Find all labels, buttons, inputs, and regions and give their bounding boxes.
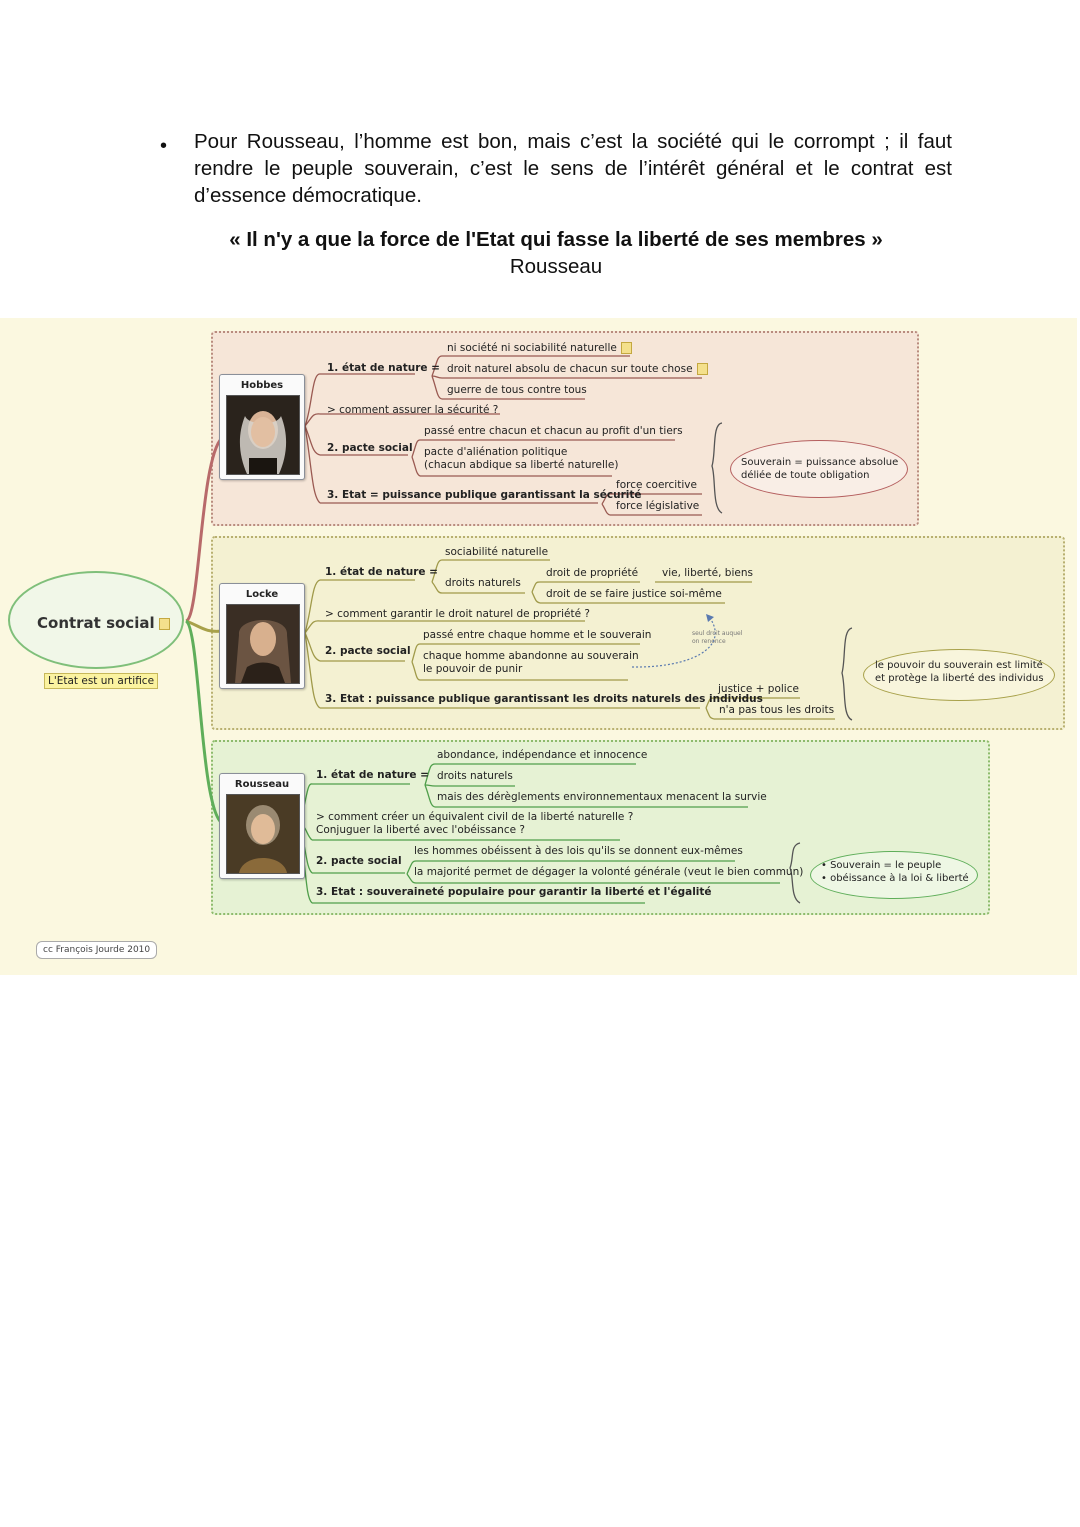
root-label: Contrat social (37, 614, 170, 632)
locke-card (219, 583, 305, 689)
hobbes-nature-item-2: droit naturel absolu de chacun sur toute chose (447, 363, 708, 375)
rousseau-oval-line-1: • Souverain = le peuple (821, 860, 942, 871)
locke-vie: vie, liberté, biens (662, 567, 753, 579)
hobbes-name: Hobbes (240, 380, 284, 391)
mind-map (0, 318, 1077, 975)
note-icon (697, 363, 708, 375)
hobbes-question: > comment assurer la sécurité ? (327, 404, 499, 416)
hobbes-portrait (226, 395, 300, 475)
hobbes-etat-item-2: force législative (616, 500, 700, 512)
rousseau-nature-item-2: droits naturels (437, 770, 513, 782)
locke-etat-item-1: justice + police (718, 683, 799, 695)
hobbes-card (219, 374, 305, 480)
locke-etat: 3. Etat : puissance publique garantissant les droits naturels des individus (325, 693, 763, 705)
locke-pacte: 2. pacte social (325, 645, 411, 657)
hobbes-oval-line-2: déliée de toute obligation (741, 470, 870, 481)
locke-sociabilite: sociabilité naturelle (445, 546, 549, 558)
hobbes-etat-item-1: force coercitive (616, 479, 697, 491)
locke-pacte-item-3: le pouvoir de punir (423, 663, 523, 675)
bullet-dot: • (160, 135, 168, 157)
rousseau-question-2: Conjuguer la liberté avec l'obéissance ? (316, 824, 525, 836)
locke-justice: droit de se faire justice soi-même (546, 588, 722, 600)
locke-renonce-1: seul droit auquel (692, 630, 743, 637)
locke-pacte-item-1: passé entre chaque homme et le souverain (423, 629, 652, 641)
rousseau-etat-nature: 1. état de nature = (316, 769, 429, 781)
rousseau-pacte: 2. pacte social (316, 855, 402, 867)
rousseau-card (219, 773, 305, 879)
note-icon (621, 342, 632, 354)
rousseau-name: Rousseau (234, 779, 290, 790)
locke-droits-naturels: droits naturels (445, 577, 521, 589)
hobbes-etat: 3. Etat = puissance publique garantissant la sécurité (327, 489, 642, 501)
hobbes-pacte-item-1: passé entre chacun et chacun au profit d'un tiers (424, 425, 683, 437)
locke-renonce-2: on renonce (692, 638, 726, 645)
hobbes-pacte-item-2: pacte d'aliénation politique (424, 446, 568, 458)
hobbes-nature-item-1: ni société ni sociabilité naturelle (447, 342, 632, 354)
locke-oval-line-2: et protège la liberté des individus (875, 673, 1044, 684)
note-icon (159, 618, 170, 630)
hobbes-oval (730, 440, 908, 498)
root-tag: L'Etat est un artifice (44, 673, 158, 689)
locke-portrait (226, 604, 300, 684)
locke-etat-item-2: n'a pas tous les droits (719, 704, 835, 716)
rousseau-oval-line-2: • obéissance à la loi & liberté (821, 873, 969, 884)
credit-badge: cc François Jourde 2010 (36, 941, 157, 959)
locke-name: Locke (245, 589, 279, 600)
rousseau-pacte-item-1: les hommes obéissent à des lois qu'ils se donnent eux-mêmes (414, 845, 743, 857)
locke-question: > comment garantir le droit naturel de propriété ? (325, 608, 590, 620)
hobbes-oval-line-1: Souverain = puissance absolue (741, 457, 899, 468)
rousseau-question-1: > comment créer un équivalent civil de la liberté naturelle ? (316, 811, 634, 823)
quote: « Il n'y a que la force de l'Etat qui fasse la liberté de ses membres » (229, 228, 883, 251)
rousseau-pacte-item-2: la majorité permet de dégager la volonté générale (veut le bien commun) (414, 866, 804, 878)
locke-oval-line-1: le pouvoir du souverain est limité (875, 660, 1043, 671)
hobbes-pacte-item-3: (chacun abdique sa liberté naturelle) (424, 459, 619, 471)
hobbes-pacte: 2. pacte social (327, 442, 413, 454)
rousseau-portrait (226, 794, 300, 874)
quote-author: Rousseau (509, 255, 603, 278)
locke-propriete: droit de propriété (546, 567, 639, 579)
rousseau-etat: 3. Etat : souveraineté populaire pour garantir la liberté et l'égalité (316, 886, 712, 898)
locke-pacte-item-2: chaque homme abandonne au souverain (423, 650, 639, 662)
bullet-text: Pour Rousseau, l’homme est bon, mais c’est la société qui le corrompt ; il faut rendre le peuple souverain, c’est le sens de l’intérêt général et le contrat est d’essence démocratique. (194, 130, 952, 207)
locke-etat-nature: 1. état de nature = (325, 566, 438, 578)
rousseau-nature-item-3: mais des dérèglements environnementaux menacent la survie (437, 791, 767, 803)
hobbes-etat-nature: 1. état de nature = (327, 362, 440, 374)
hobbes-nature-item-3: guerre de tous contre tous (447, 384, 587, 396)
rousseau-nature-item-1: abondance, indépendance et innocence (437, 749, 648, 761)
bullet-block (160, 128, 952, 209)
